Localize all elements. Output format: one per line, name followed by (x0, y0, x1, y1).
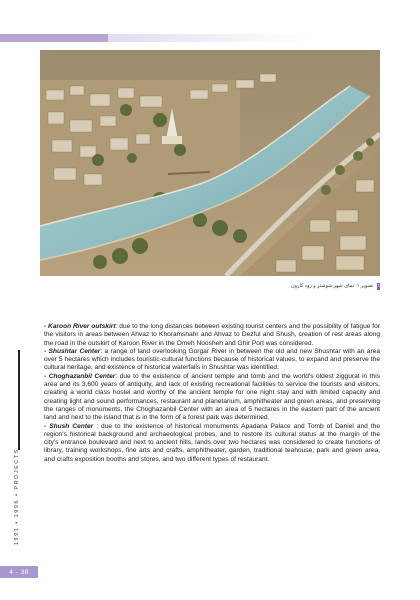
section-shushtar (44, 348, 380, 373)
section-title: - Shush Center (44, 422, 94, 430)
section-title: - Karoon River outskirt (44, 323, 116, 330)
city-river-illustration (40, 50, 380, 276)
body-text (44, 323, 380, 464)
caption-text: تصویر ۱: نمای شهر شوشتر و رود کارون (290, 283, 374, 289)
section-choghazanbil (44, 373, 380, 423)
page-number: 4 - 38 (0, 566, 38, 578)
section-body: : a range of land overlooking Gorgar River in between the old and new Shushtar with an area over 5 hectares which includes touristic-cultural functions because of historical values, to expand and preserve the cultural heritage, and existence of historical waterfalls in Shushtar was identified. (44, 347, 380, 372)
photo-caption (290, 279, 380, 293)
section-karoon (44, 323, 380, 348)
top-accent-fade (108, 34, 308, 42)
caption-number-icon: ۱ (377, 283, 380, 289)
city-river-photo (40, 50, 380, 276)
side-label: 1991 • 1996 • PROJECTS (14, 448, 20, 545)
section-body: : due to the existence of historical monuments Apadana Palace and Tomb of Daniel and the region's historical background and archaeological probes, and to restore its cultural status at the margin of the city's entrance boulevard and next to ancient hills, lands over two hectares was considered to create functions of library, training workshops, fine arts and crafts, amphitheater, garden, traditional teahouse, park and green area, and crafts exposition booths and stores, and two different types of restaurant. (44, 422, 380, 463)
side-divider-line (18, 350, 20, 450)
section-body: : due to the long distances between existing tourist centers and the possibility of fatigue for the visitors in areas between Ahvaz to Khoramshahr and Ahvaz to Dezful and Shush, creation of rest areas along the road in the outskirt of Karoon River in the Omeh Noosheh and Ghir Port was considered. (44, 323, 380, 347)
top-accent-bar (0, 34, 108, 42)
section-shush (44, 423, 380, 464)
section-title: - Shushtar Center (44, 347, 101, 355)
section-title: - Choghazanbil Center (44, 372, 116, 380)
section-body: : due to the existence of ancient temple and tomb and the world's oldest ziggurat in this area and its 3,600 years of antiquity, and lack of existing recreational facilities to service the tourists and visitors, creating a world class hostel and worthy of the ancient temple for one night stay and with limited capacity and creating light and sound performances, restaurant and planetarium, amphitheater and green areas, and preserving the ranges of monuments, the Choghazanbil Center with an area of 5 hectares in the eastern part of the ancient land and next to the island that is in the form of a forest park was determined. (44, 372, 380, 422)
